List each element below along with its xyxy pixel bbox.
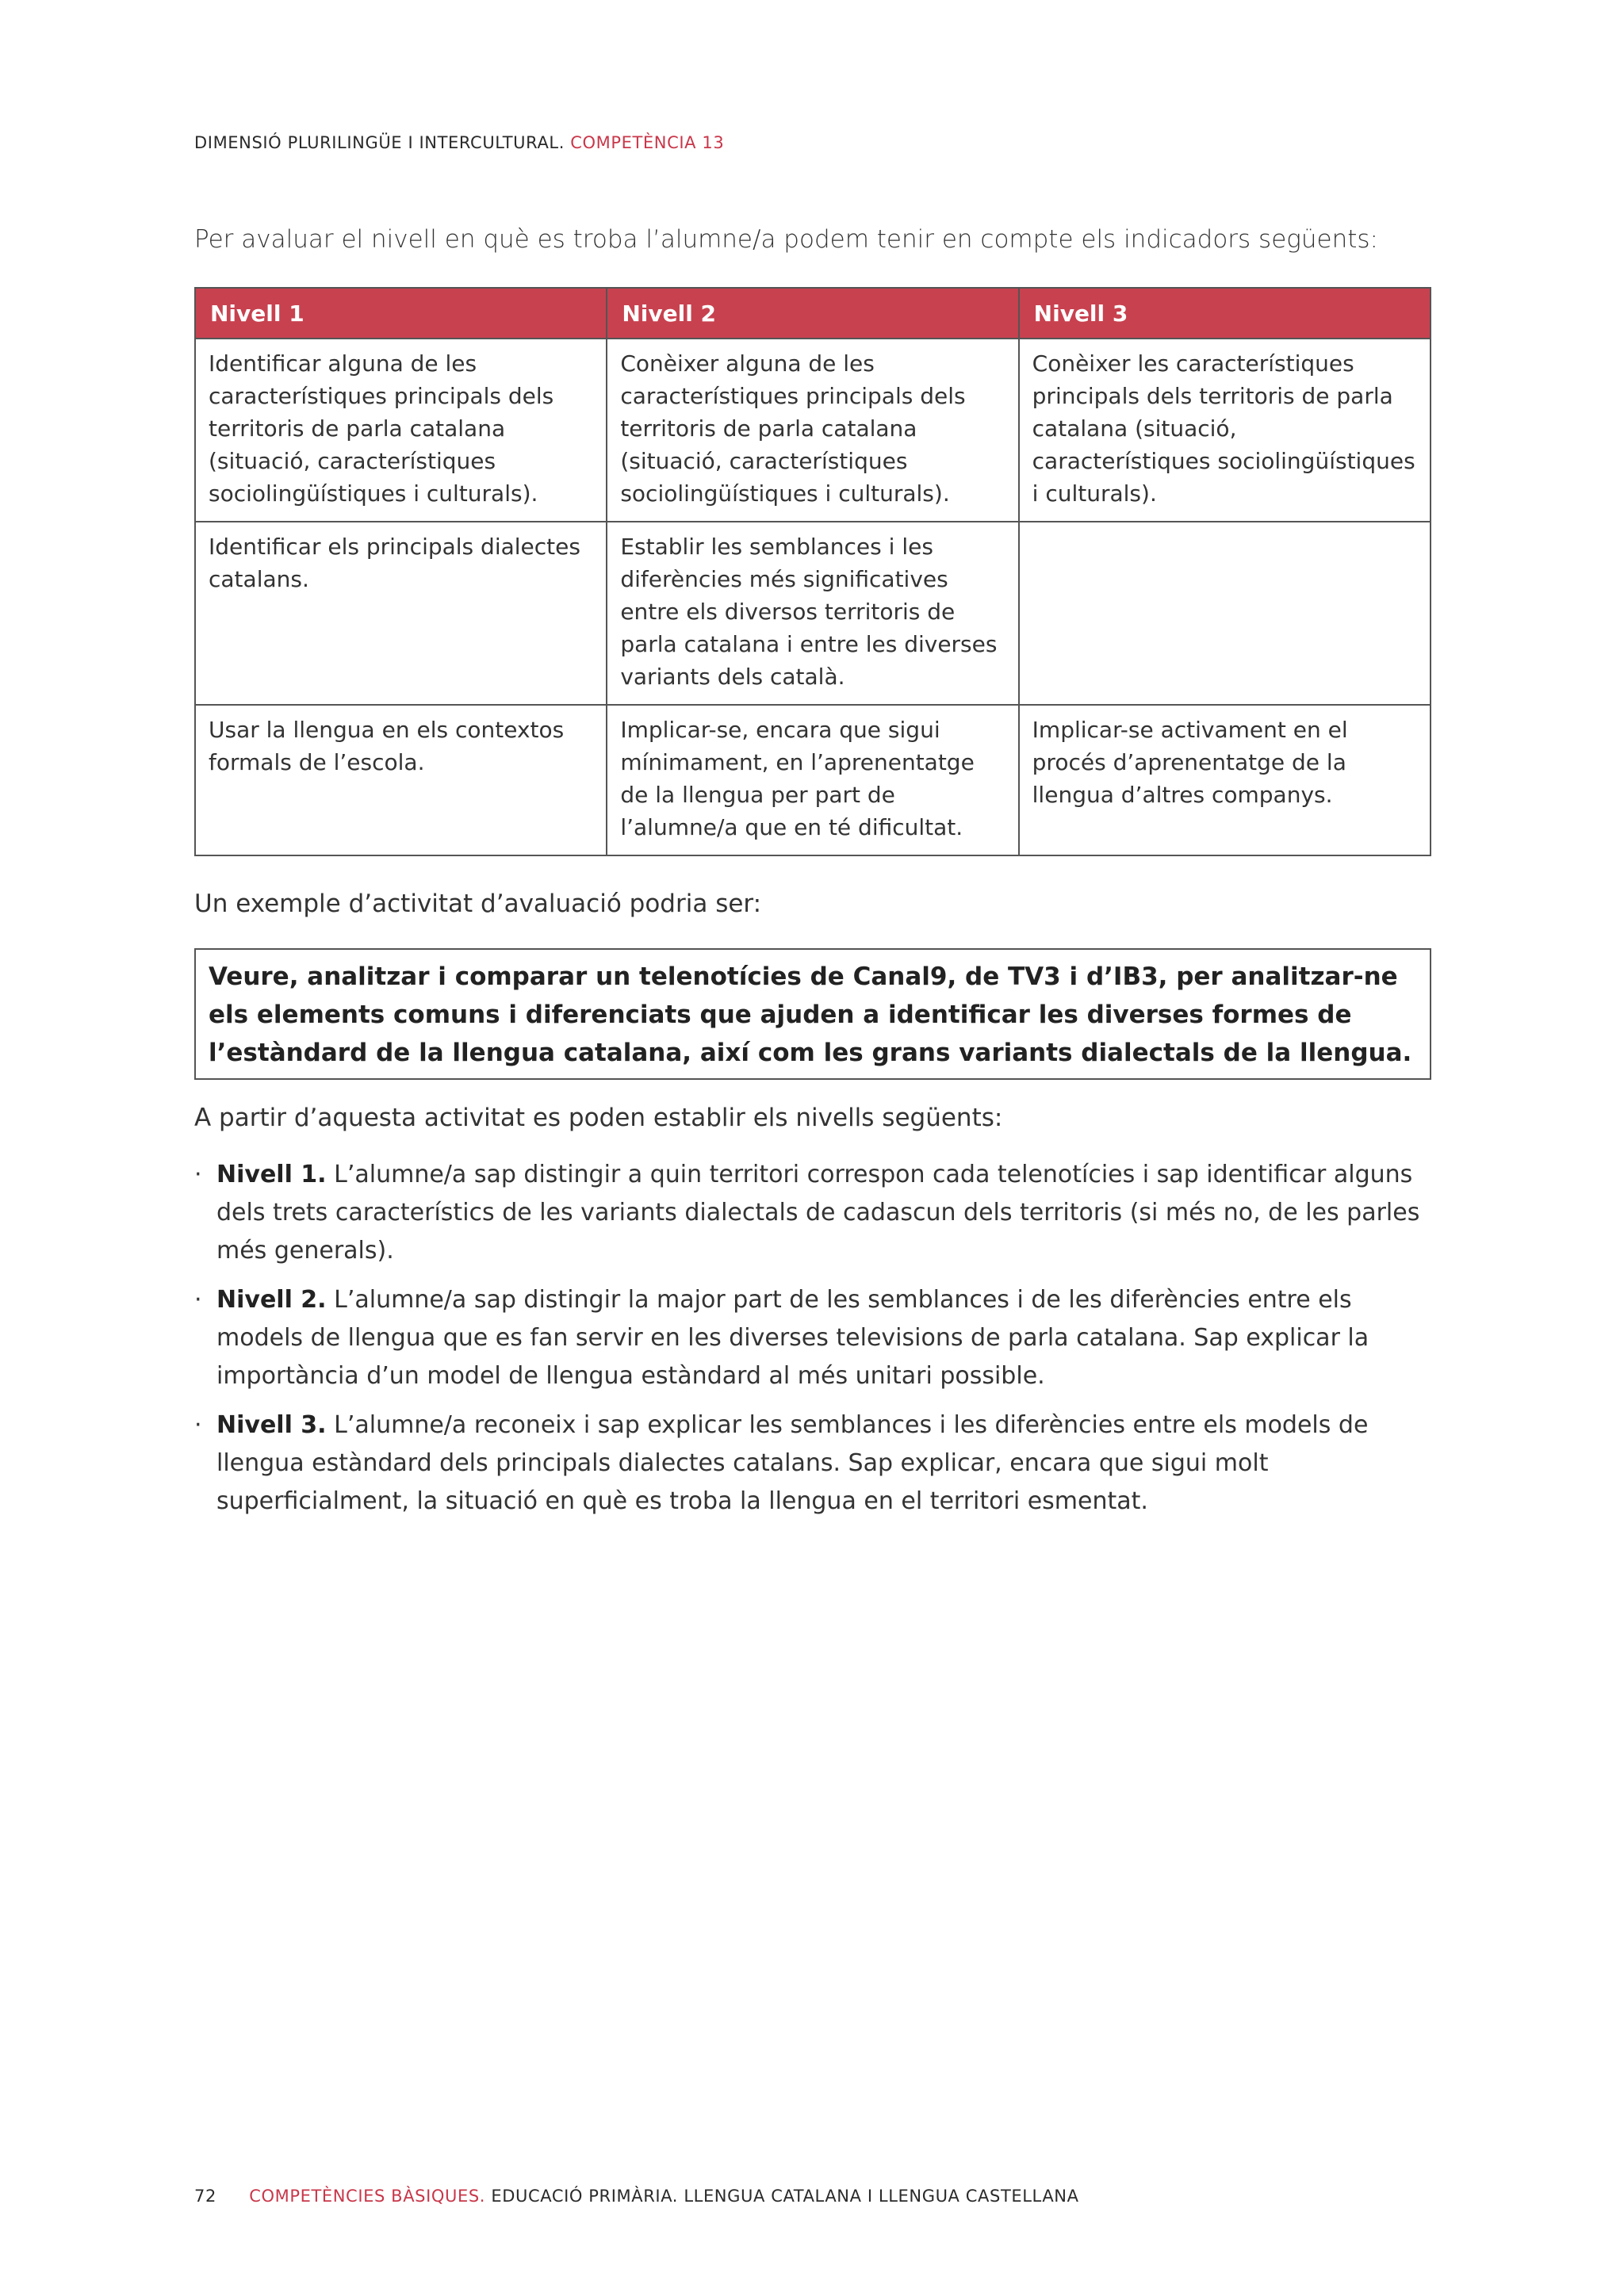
list-item bbox=[194, 1156, 1431, 1270]
table-cell: Identificar alguna de les característiques principals dels territoris de parla catalana (situació, característiques sociolingüístiques i culturals). bbox=[195, 339, 607, 522]
running-header bbox=[194, 133, 724, 152]
table-row bbox=[195, 522, 1431, 705]
list-item-text: L’alumne/a reconeix i sap explicar les semblances i les diferències entre els models de llengua estàndard dels principals dialectes catalans. Sap explicar, encara que sigui molt superficialment, la situació en què es troba la llengua en el territori esmentat. bbox=[216, 1411, 1369, 1515]
list-item bbox=[194, 1281, 1431, 1395]
header-competence: COMPETÈNCIA 13 bbox=[570, 133, 725, 152]
bullet-icon: · bbox=[194, 1286, 202, 1314]
example-intro: Un exemple d’activitat d’avaluació podria ser: bbox=[194, 890, 762, 918]
levels-list bbox=[194, 1156, 1431, 1532]
header-section: DIMENSIÓ PLURILINGÜE I INTERCULTURAL. bbox=[194, 133, 565, 152]
column-header-level-2: Nivell 2 bbox=[607, 288, 1018, 339]
table-cell: Conèixer alguna de les característiques principals dels territoris de parla catalana (situació, característiques sociolingüístiques i culturals). bbox=[607, 339, 1018, 522]
levels-intro: A partir d’aquesta activitat es poden establir els nivells següents: bbox=[194, 1104, 1003, 1132]
list-item-label: Nivell 1. bbox=[216, 1161, 327, 1188]
column-header-level-3: Nivell 3 bbox=[1019, 288, 1431, 339]
column-header-level-1: Nivell 1 bbox=[195, 288, 607, 339]
page-number: 72 bbox=[194, 2187, 216, 2206]
table-cell bbox=[1019, 522, 1431, 705]
footer-series: COMPETÈNCIES BÀSIQUES. bbox=[249, 2187, 486, 2206]
activity-box: Veure, analitzar i comparar un telenotícies de Canal9, de TV3 i d’IB3, per analitzar-ne els elements comuns i diferenciats que ajuden a identificar les diverses formes de l’estàndard de la llengua catalana, així com les grans variants dialectals de la llengua. bbox=[194, 948, 1431, 1080]
list-item-text: L’alumne/a sap distingir a quin territori correspon cada telenotícies i sap identificar alguns dels trets característics de les variants dialectals de cadascun dels territoris (si més no, de les parles més generals). bbox=[216, 1161, 1420, 1265]
table-cell: Establir les semblances i les diferències més significatives entre els diversos territoris de parla catalana i entre les diverses variants dels català. bbox=[607, 522, 1018, 705]
table-cell: Usar la llengua en els contextos formals de l’escola. bbox=[195, 705, 607, 855]
list-item-text: L’alumne/a sap distingir la major part de les semblances i de les diferències entre els models de llengua que es fan servir en les diverses televisions de parla catalana. Sap explicar la importància d’un model de llengua estàndard al més unitari possible. bbox=[216, 1286, 1369, 1390]
list-item-label: Nivell 3. bbox=[216, 1411, 327, 1439]
table-cell: Implicar-se activament en el procés d’aprenentatge de la llengua d’altres companys. bbox=[1019, 705, 1431, 855]
bullet-icon: · bbox=[194, 1411, 202, 1439]
table-row bbox=[195, 705, 1431, 855]
intro-paragraph: Per avaluar el nivell en què es troba l’alumne/a podem tenir en compte els indicadors següents: bbox=[194, 225, 1378, 254]
indicators-table bbox=[194, 287, 1431, 856]
list-item-label: Nivell 2. bbox=[216, 1286, 327, 1314]
running-footer bbox=[194, 2187, 1079, 2206]
table-cell: Identificar els principals dialectes catalans. bbox=[195, 522, 607, 705]
list-item bbox=[194, 1406, 1431, 1521]
table-cell: Implicar-se, encara que sigui mínimament, en l’aprenentatge de la llengua per part de l’alumne/a que en té dificultat. bbox=[607, 705, 1018, 855]
bullet-icon: · bbox=[194, 1161, 202, 1188]
table-cell: Conèixer les característiques principals dels territoris de parla catalana (situació, característiques sociolingüístiques i culturals). bbox=[1019, 339, 1431, 522]
footer-title: EDUCACIÓ PRIMÀRIA. LLENGUA CATALANA I LLENGUA CASTELLANA bbox=[491, 2187, 1079, 2206]
table-header-row bbox=[195, 288, 1431, 339]
table-row bbox=[195, 339, 1431, 522]
